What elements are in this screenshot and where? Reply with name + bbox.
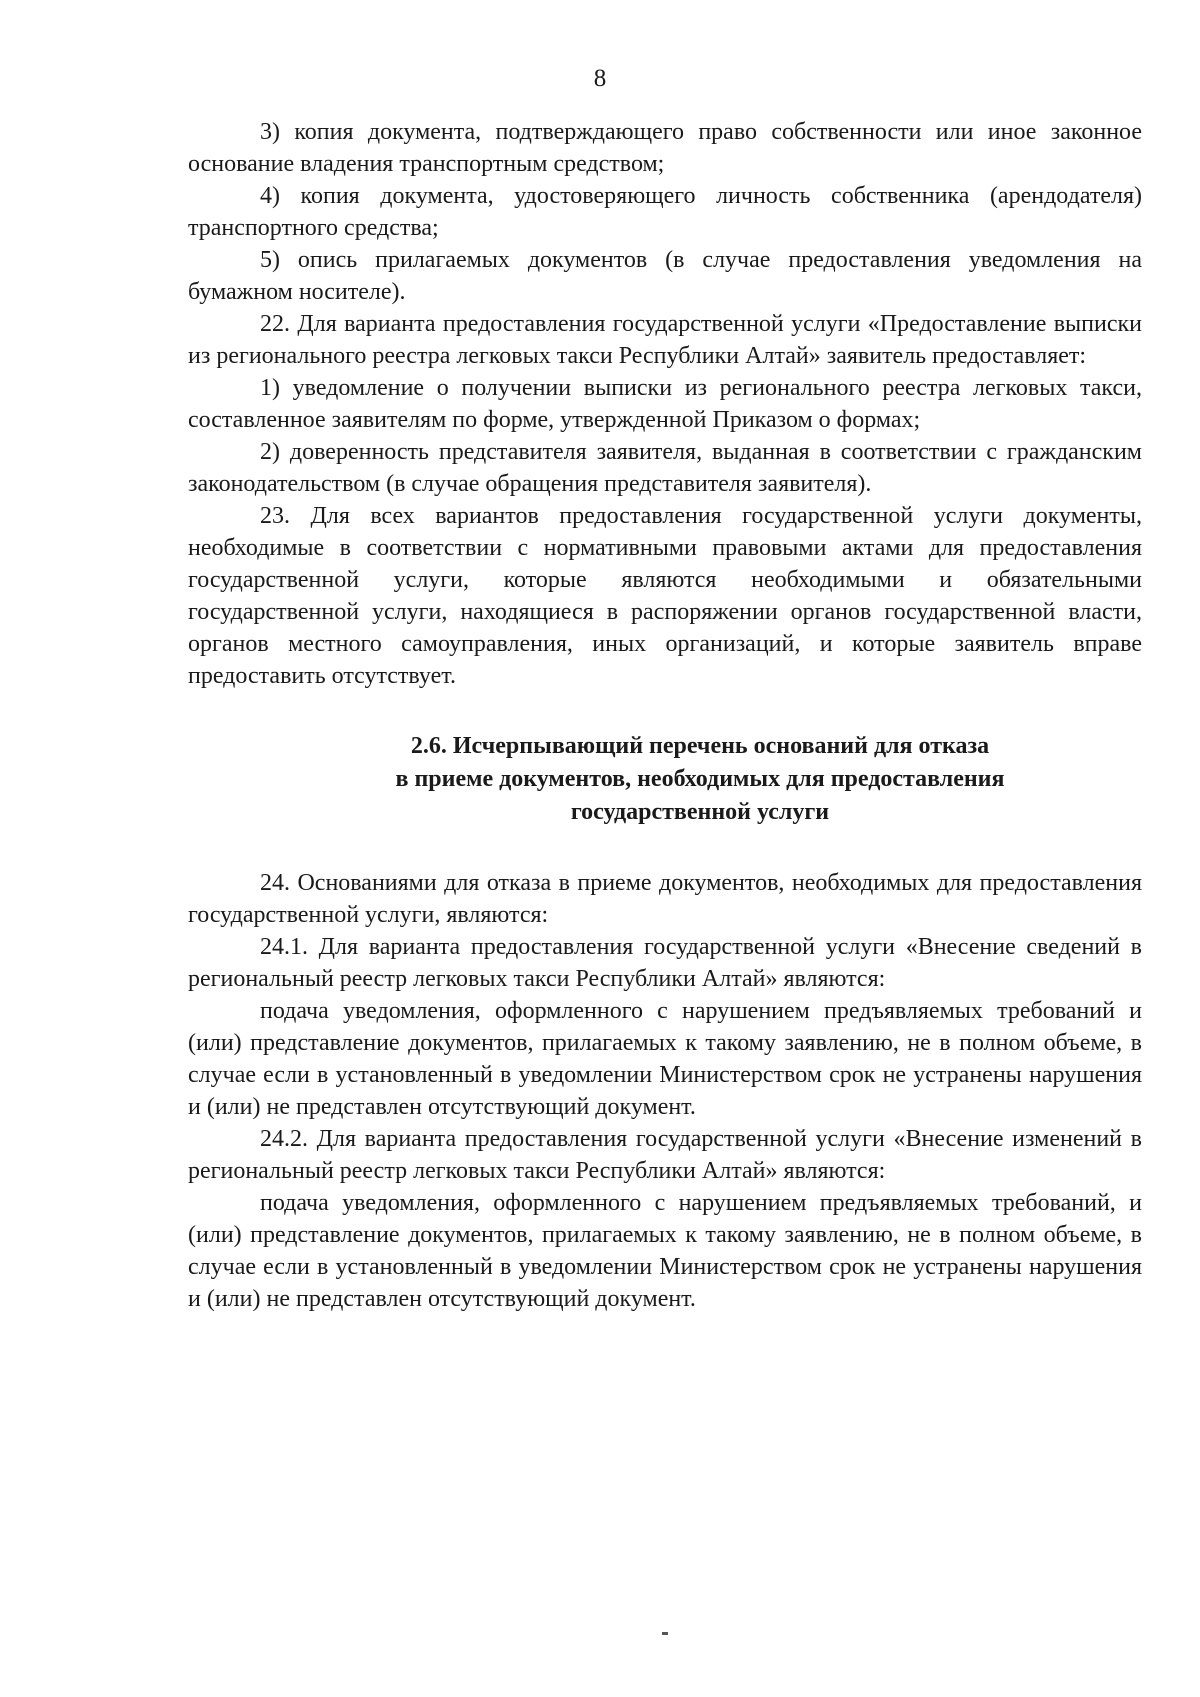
paragraph-22: 22. Для варианта предоставления государственной услуги «Предоставление выписки из регионального реестра легковых такси Республики Алтай» заявитель предоставляет: (188, 311, 1142, 369)
paragraph-item-3: 3) копия документа, подтверждающего право собственности или иное законное основание владения транспортным средством; (188, 119, 1142, 177)
section-heading-line-3: государственной услуги (570, 799, 830, 825)
document-body (188, 116, 1142, 1315)
paragraph-item-4: 4) копия документа, удостоверяющего личность собственника (арендодателя) транспортного средства; (188, 183, 1142, 241)
scan-speck (662, 1632, 668, 1635)
paragraph-24-1: 24.1. Для варианта предоставления государственной услуги «Внесение сведений в региональный реестр легковых такси Республики Алтай» являются: (188, 934, 1142, 992)
paragraph-24-1-text: подача уведомления, оформленного с нарушением предъявляемых требований и (или) представление документов, прилагаемых к такому заявлению, не в полном объеме, в случае если в установленный в уведомлении Министерством срок не устранены нарушения и (или) не представлен отсутствующий документ. (188, 998, 1142, 1120)
section-heading-line-1: 2.6. Исчерпывающий перечень оснований для отказа (410, 733, 990, 759)
page-number: 8 (593, 65, 607, 92)
paragraph-item-5: 5) опись прилагаемых документов (в случае предоставления уведомления на бумажном носителе). (188, 247, 1142, 305)
section-heading-line-2: в приеме документов, необходимых для предоставления (395, 766, 1005, 792)
paragraph-23: 23. Для всех вариантов предоставления государственной услуги документы, необходимые в соответствии с нормативными правовыми актами для предоставления государственной услуги, которые являются необходимыми и обязательными государственной услуги, находящиеся в распоряжении органов государственной власти, органов местного самоуправления, иных организаций, и которые заявитель вправе предоставить отсутствует. (188, 503, 1142, 689)
section-heading (188, 692, 1142, 867)
paragraph-22-item-1: 1) уведомление о получении выписки из регионального реестра легковых такси, составленное заявителям по форме, утвержденной Приказом о формах; (188, 375, 1142, 433)
paragraph-22-item-2: 2) доверенность представителя заявителя, выданная в соответствии с гражданским законодательством (в случае обращения представителя заявителя). (188, 439, 1142, 497)
paragraph-24: 24. Основаниями для отказа в приеме документов, необходимых для предоставления государственной услуги, являются: (188, 870, 1142, 928)
paragraph-24-2-text: подача уведомления, оформленного с нарушением предъявляемых требований, и (или) представление документов, прилагаемых к такому заявлению, не в полном объеме, в случае если в установленный в уведомлении Министерством срок не устранены нарушения и (или) не представлен отсутствующий документ. (188, 1190, 1142, 1312)
paragraph-24-2: 24.2. Для варианта предоставления государственной услуги «Внесение изменений в региональный реестр легковых такси Республики Алтай» являются: (188, 1126, 1142, 1184)
